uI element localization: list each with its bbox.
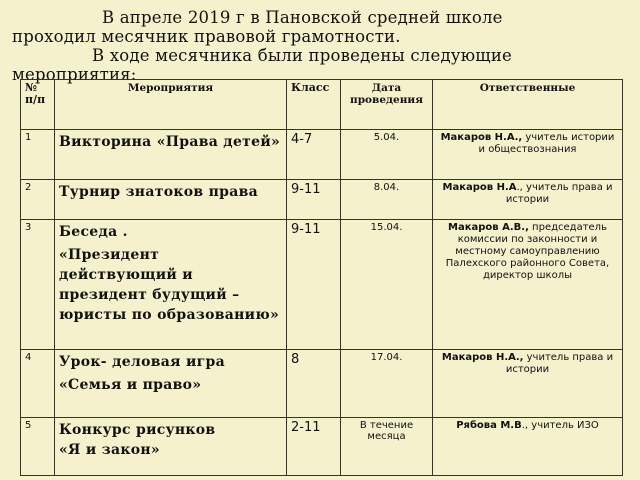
table-row [21,130,623,180]
header-class: Класс [287,80,341,130]
row-event [55,418,287,476]
intro-line-3: В ходе месячника были проведены следующие [92,46,512,65]
header-num: № п/п [21,80,55,130]
event-line: Урок- деловая игра [59,354,225,370]
row-date: В течение месяца [341,418,433,476]
row-class: 2-11 [287,418,341,476]
event-line: «Семья и право» [59,377,202,393]
table-row [21,220,623,350]
row-class: 4-7 [287,130,341,180]
row-num: 3 [21,220,55,350]
header-event: Мероприятия [55,80,287,130]
responsible-name: Макаров А.В., [448,222,529,233]
row-num: 2 [21,180,55,220]
responsible-role: ., учитель ИЗО [521,420,599,431]
table-row [21,350,623,418]
responsible-name: Макаров Н.А [442,182,517,193]
event-line: «Я и закон» [59,442,160,458]
responsible-role: учитель истории и обществознания [478,132,615,155]
event-line: Турнир знатоков права [59,184,258,200]
intro-line-1: В апреле 2019 г в Пановской средней школе [102,8,503,27]
row-num: 5 [21,418,55,476]
row-responsible [433,220,623,350]
row-event [55,220,287,350]
responsible-name: Макаров Н.А., [440,132,523,143]
responsible-role: ., учитель права и истории [505,182,613,205]
row-event [55,130,287,180]
header-responsible: Ответственные [433,80,623,130]
responsible-role: учитель права и истории [505,352,614,375]
row-class: 8 [287,350,341,418]
row-date: 5.04. [341,130,433,180]
table-header-row [21,80,623,130]
event-line: «Президент действующий и президент будущий – юристы по образованию» [59,247,280,323]
table-row [21,180,623,220]
responsible-role: председатель комиссии по законности и местному самоуправлению Палехского районного Совета, директор школы [445,222,610,281]
row-date: 15.04. [341,220,433,350]
event-line: Викторина «Права детей» [59,134,281,150]
row-date: 17.04. [341,350,433,418]
row-event [55,350,287,418]
row-class: 9-11 [287,180,341,220]
intro-line-2: проходил месячник правовой грамотности. [12,27,401,46]
row-responsible [433,350,623,418]
responsible-name: Макаров Н.А., [441,352,524,363]
event-line: Беседа . [59,224,128,240]
row-date: 8.04. [341,180,433,220]
row-responsible [433,180,623,220]
events-table [20,79,623,476]
intro-text [12,8,632,84]
row-responsible [433,418,623,476]
header-date: Дата проведения [341,80,433,130]
table-row [21,418,623,476]
row-num: 4 [21,350,55,418]
row-class: 9-11 [287,220,341,350]
intro-line-4: мероприятия: [12,65,137,84]
row-responsible [433,130,623,180]
row-num: 1 [21,130,55,180]
event-line: Конкурс рисунков [59,422,216,438]
responsible-name: Рябова М.В [456,420,522,431]
row-event [55,180,287,220]
